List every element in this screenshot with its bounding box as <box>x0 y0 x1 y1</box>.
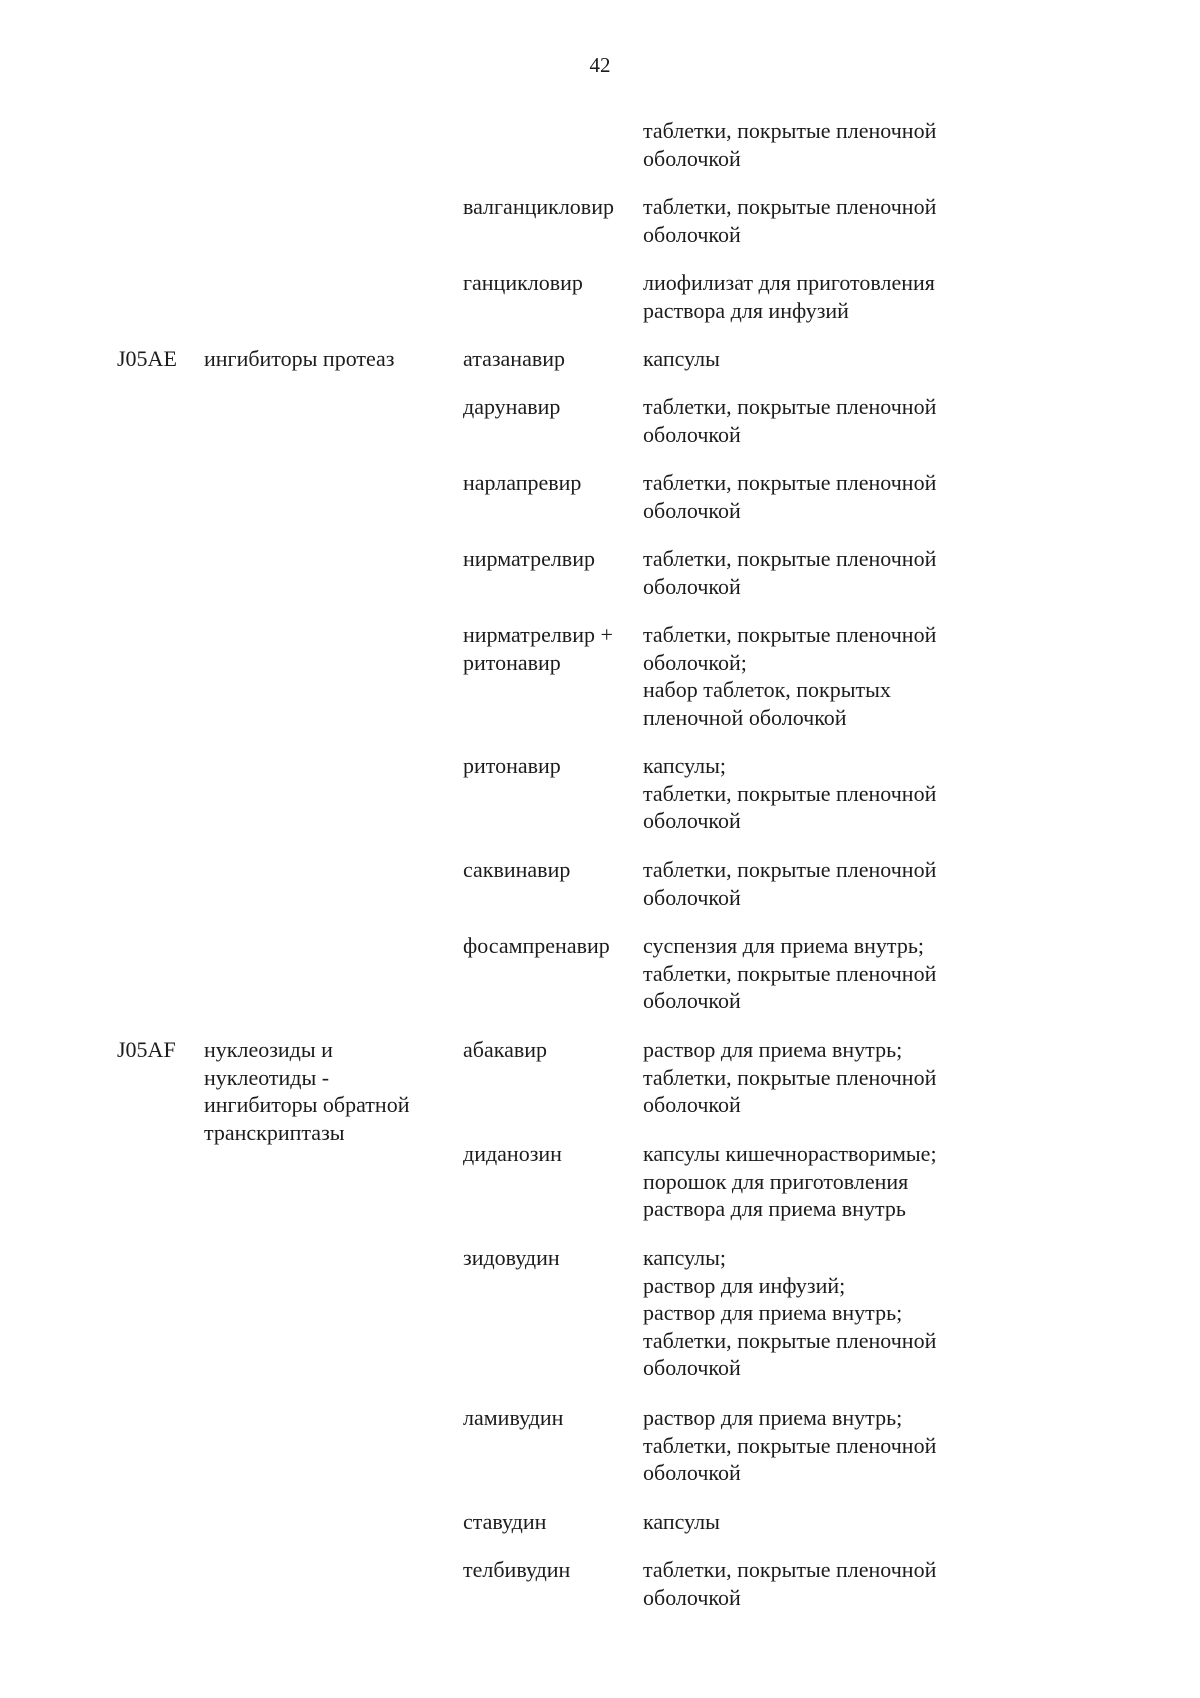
table-cell-form: лиофилизат для приготовления раствора для инфузий <box>643 270 935 323</box>
table-cell-form: таблетки, покрытые пленочной оболочкой <box>643 546 937 599</box>
table-cell-drug: ламивудин <box>463 1405 564 1430</box>
table-cell-drug: нарлапревир <box>463 470 582 495</box>
table-cell-drug: диданозин <box>463 1141 562 1166</box>
table-cell-form: капсулы; раствор для инфузий; раствор для приема внутрь; таблетки, покрытые пленочной оболочкой <box>643 1245 937 1380</box>
table-cell-form: суспензия для приема внутрь; таблетки, покрытые пленочной оболочкой <box>643 933 937 1013</box>
table-cell-code: J05AF <box>117 1037 176 1062</box>
table-cell-form: раствор для приема внутрь; таблетки, покрытые пленочной оболочкой <box>643 1037 937 1117</box>
table-cell-drug: ритонавир <box>463 753 561 778</box>
table-cell-drug: саквинавир <box>463 857 571 882</box>
table-cell-drug: зидовудин <box>463 1245 560 1270</box>
table-cell-drug: ганцикловир <box>463 270 583 295</box>
table-cell-group: нуклеозиды и нуклеотиды - ингибиторы обратной транскриптазы <box>204 1037 410 1145</box>
page-number: 42 <box>589 53 611 77</box>
table-cell-form: капсулы <box>643 346 720 371</box>
table-cell-form: капсулы <box>643 1509 720 1534</box>
table-cell-form: таблетки, покрытые пленочной оболочкой <box>643 1557 937 1610</box>
table-cell-form: капсулы; таблетки, покрытые пленочной оболочкой <box>643 753 937 833</box>
table-cell-form: капсулы кишечнорастворимые; порошок для приготовления раствора для приема внутрь <box>643 1141 937 1221</box>
table-cell-drug: нирматрелвир <box>463 546 595 571</box>
table-cell-form: таблетки, покрытые пленочной оболочкой <box>643 118 937 171</box>
table-cell-code: J05AE <box>117 346 177 371</box>
table-cell-drug: валганцикловир <box>463 194 614 219</box>
table-cell-drug: атазанавир <box>463 346 565 371</box>
table-cell-drug: дарунавир <box>463 394 561 419</box>
table-cell-form: таблетки, покрытые пленочной оболочкой <box>643 857 937 910</box>
table-cell-drug: абакавир <box>463 1037 548 1062</box>
table-cell-drug: нирматрелвир + ритонавир <box>463 622 613 675</box>
table-cell-drug: ставудин <box>463 1509 547 1534</box>
table-cell-drug: фосампренавир <box>463 933 610 958</box>
table-cell-form: таблетки, покрытые пленочной оболочкой <box>643 394 937 447</box>
table-cell-form: раствор для приема внутрь; таблетки, покрытые пленочной оболочкой <box>643 1405 937 1485</box>
table-cell-form: таблетки, покрытые пленочной оболочкой <box>643 470 937 523</box>
table-cell-drug: телбивудин <box>463 1557 571 1582</box>
table-cell-form: таблетки, покрытые пленочной оболочкой; набор таблеток, покрытых пленочной оболочкой <box>643 622 937 730</box>
table-cell-group: ингибиторы протеаз <box>204 346 395 371</box>
table-cell-form: таблетки, покрытые пленочной оболочкой <box>643 194 937 247</box>
